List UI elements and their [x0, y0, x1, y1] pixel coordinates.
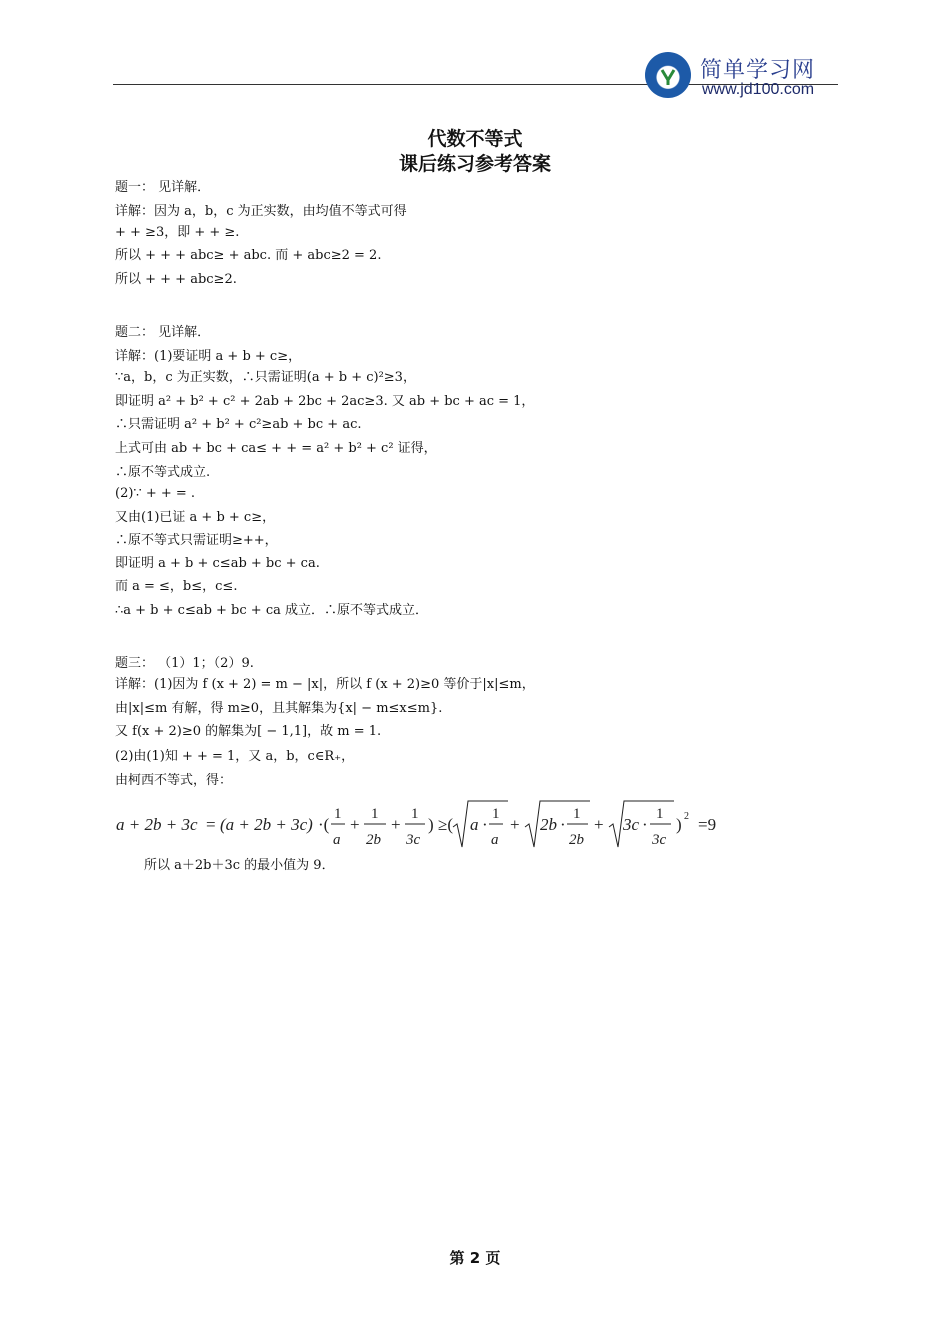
frac2-den: 2b [366, 832, 381, 848]
formula-plus: + [350, 815, 360, 834]
formula-rhs: =9 [698, 815, 717, 834]
q3-line: 由柯西不等式，得： [115, 773, 233, 788]
root3-dot: · [642, 815, 648, 834]
root1-den: a [491, 832, 499, 848]
q3-line: (2)由(1)知 + + = 1，又 a，b，c∈R₊， [115, 749, 355, 764]
q2-line: ∵a，b，c 为正实数，∴只需证明(a + b + c)²≥3， [115, 370, 416, 385]
formula-close: ) [428, 815, 434, 834]
root3-term: 3c [623, 815, 640, 834]
logo-name: 简单学习网 [700, 58, 816, 83]
root1-term: a [470, 815, 479, 834]
q2-line: 而 a = ≤，b≤，c≤. [115, 579, 238, 594]
q2-line: ∴只需证明 a² + b² + c²≥ab + bc + ac. [115, 417, 362, 432]
formula-plus: + [510, 815, 520, 834]
root1-num: 1 [492, 806, 500, 822]
q1-line: 所以 + + + abc≥ + abc. 而 + abc≥2 = 2. [115, 248, 382, 263]
q2-line: ∴原不等式只需证明≥++， [115, 533, 278, 548]
root2-term: 2b [540, 815, 557, 834]
q1-line: 所以 + + + abc≥2. [115, 272, 237, 287]
q2-line: 即证明 a + b + c≤ab + bc + ca. [115, 556, 320, 571]
root2-dot: · [560, 815, 566, 834]
q3-conclusion: 所以 a＋2b＋3c 的最小值为 9． [144, 858, 335, 873]
root3-num: 1 [656, 806, 664, 822]
q1-answer: 题一： 见详解． [115, 180, 211, 195]
formula-ge: ≥( [438, 815, 453, 834]
q3-line: 由|x|≤m 有解，得 m≥0，且其解集为{x| − m≤x≤m}. [115, 701, 443, 716]
q1-line: + + ≥3，即 + + ≥. [115, 225, 240, 240]
logo-url: www.jd100.com [702, 81, 815, 98]
formula-paren: (a + 2b + 3c) [220, 815, 313, 834]
formula-square: 2 [684, 811, 689, 822]
page-number: 第 2 页 [449, 1249, 501, 1267]
frac3-den: 3c [406, 832, 421, 848]
page-title: 代数不等式 [427, 128, 523, 150]
q2-answer: 题二： 见详解． [115, 325, 211, 340]
formula-lhs: a + 2b + 3c [116, 815, 198, 834]
formula-close2: ) [676, 815, 682, 834]
formula-eq: = [206, 815, 216, 834]
q2-line: 上式可由 ab + bc + ca≤ + + = a² + b² + c² 证得， [115, 441, 437, 456]
q2-line: 即证明 a² + b² + c² + 2ab + 2bc + 2ac≥3. 又 ab + bc + ac = 1， [115, 394, 535, 409]
logo-emblem-icon [645, 52, 691, 98]
q3-answer: 题三： （1）1；（2）9. [115, 656, 254, 671]
root2-den: 2b [569, 832, 584, 848]
q3-line: 详解：(1)因为 f (x + 2) = m − |x|，所以 f (x + 2)≥0 等价于|x|≤m， [115, 677, 535, 692]
page-subtitle: 课后练习参考答案 [398, 153, 551, 175]
q3-line: 又 f(x + 2)≥0 的解集为[ − 1,1]，故 m = 1. [115, 724, 382, 739]
cauchy-formula [114, 797, 734, 853]
q2-line: 详解：(1)要证明 a + b + c≥， [115, 349, 302, 364]
frac3-num: 1 [411, 806, 419, 822]
frac1-den: a [333, 832, 341, 848]
formula-plus: + [391, 815, 401, 834]
root2-num: 1 [573, 806, 581, 822]
q2-line: ∴a + b + c≤ab + bc + ca 成立．∴原不等式成立． [115, 603, 428, 618]
q2-line: ∴原不等式成立. [115, 465, 211, 480]
q2-line: 又由(1)已证 a + b + c≥， [115, 510, 276, 525]
formula-dot: ·( [318, 815, 330, 834]
q2-line: (2)∵ + + = . [115, 486, 196, 501]
root3-den: 3c [652, 832, 667, 848]
frac1-num: 1 [334, 806, 342, 822]
site-logo [645, 52, 845, 102]
q1-line: 详解：因为 a，b，c 为正实数，由均值不等式可得 [115, 204, 407, 219]
root1-dot: · [482, 815, 488, 834]
formula-plus: + [594, 815, 604, 834]
frac2-num: 1 [371, 806, 379, 822]
